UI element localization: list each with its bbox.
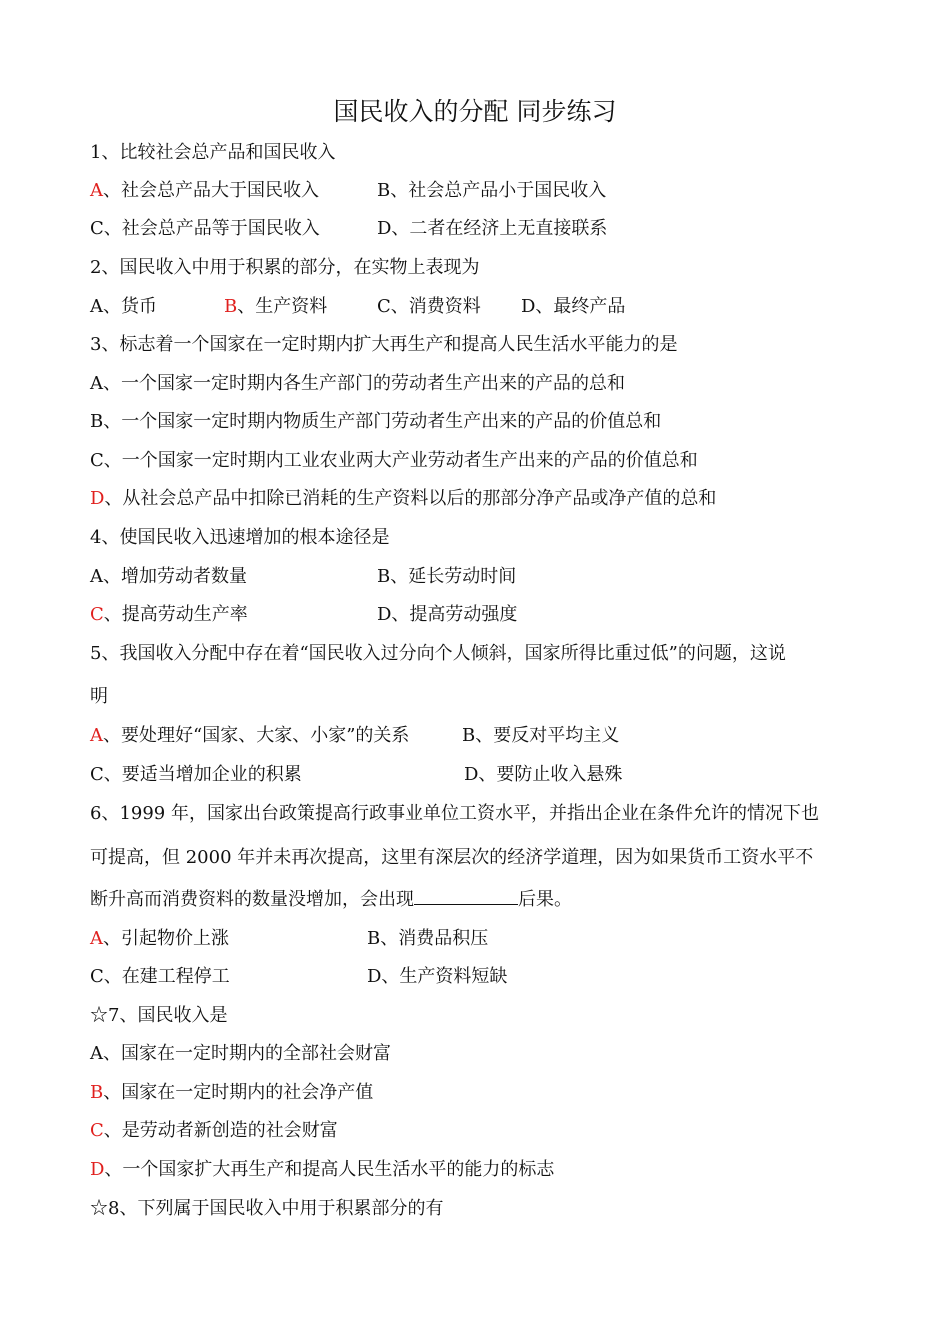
question-6-option-d: D、生产资料短缺 <box>367 966 508 987</box>
question-4-stem: 4、使国民收入迅速增加的根本途径是 <box>90 527 390 548</box>
question-5-stem-line-1: 5、我国收入分配中存在着“国民收入过分向个人倾斜，国家所得比重过低”的问题，这说 <box>90 643 786 664</box>
question-3-option-c: C、一个国家一定时期内工业农业两大产业劳动者生产出来的产品的价值总和 <box>90 450 698 471</box>
question-6-stem-line-3: 断升高而消费资料的数量没增加，会出现 后果。 <box>90 889 572 910</box>
question-5-option-a: A、要处理好“国家、大家、小家”的关系 <box>90 725 410 746</box>
answer-letter: B <box>224 296 238 317</box>
question-1-stem: 1、比较社会总产品和国民收入 <box>90 142 336 163</box>
question-6-stem-line-2: 可提高，但 2000 年并未再次提高，这里有深层次的经济学道理，因为如果货币工资水平不 <box>90 847 814 868</box>
question-1-option-a: A、社会总产品大于国民收入 <box>90 180 319 201</box>
answer-letter: C <box>90 604 104 625</box>
question-6-option-a: A、引起物价上涨 <box>90 928 229 949</box>
question-5-option-b: B、要反对平均主义 <box>462 725 620 746</box>
answer-letter: D <box>90 1159 105 1180</box>
question-1-option-b: B、社会总产品小于国民收入 <box>377 180 607 201</box>
answer-letter: B <box>90 1082 104 1103</box>
question-3-option-d: D、从社会总产品中扣除已消耗的生产资料以后的那部分净产品或净产值的总和 <box>90 488 717 509</box>
question-6-option-c: C、在建工程停工 <box>90 966 230 987</box>
question-1-option-c: C、社会总产品等于国民收入 <box>90 218 320 239</box>
question-5-stem-line-2: 明 <box>90 686 108 707</box>
question-5-option-c: C、要适当增加企业的积累 <box>90 764 302 785</box>
question-2-stem: 2、国民收入中用于积累的部分，在实物上表现为 <box>90 257 480 278</box>
question-7-option-c: C、是劳动者新创造的社会财富 <box>90 1120 338 1141</box>
question-6-stem-line-1: 6、1999 年，国家出台政策提高行政事业单位工资水平，并指出企业在条件允许的情况下也 <box>90 803 819 824</box>
fill-in-blank <box>414 888 518 905</box>
question-4-option-b: B、延长劳动时间 <box>377 566 517 587</box>
question-2-option-a: A、货币 <box>90 296 157 317</box>
question-2-option-c: C、消费资料 <box>377 296 481 317</box>
document-title: 国民收入的分配 同步练习 <box>333 97 617 126</box>
question-4-option-d: D、提高劳动强度 <box>377 604 518 625</box>
question-5-option-d: D、要防止收入悬殊 <box>464 764 623 785</box>
question-4-option-c: C、提高劳动生产率 <box>90 604 248 625</box>
answer-letter: A <box>90 725 103 746</box>
question-1-option-d: D、二者在经济上无直接联系 <box>377 218 608 239</box>
question-7-stem: ☆7、国民收入是 <box>90 1005 228 1026</box>
question-3-option-a: A、一个国家一定时期内各生产部门的劳动者生产出来的产品的总和 <box>90 373 625 394</box>
question-7-option-a: A、国家在一定时期内的全部社会财富 <box>90 1043 391 1064</box>
question-2-option-d: D、最终产品 <box>521 296 626 317</box>
answer-letter: C <box>90 1120 104 1141</box>
answer-letter: D <box>90 488 105 509</box>
question-6-option-b: B、消费品积压 <box>367 928 489 949</box>
question-3-stem: 3、标志着一个国家在一定时期内扩大再生产和提高人民生活水平能力的是 <box>90 334 678 355</box>
answer-letter: A <box>90 928 103 949</box>
question-2-option-b: B、生产资料 <box>224 296 328 317</box>
question-4-option-a: A、增加劳动者数量 <box>90 566 247 587</box>
question-8-stem: ☆8、下列属于国民收入中用于积累部分的有 <box>90 1198 444 1219</box>
answer-letter: A <box>90 180 103 201</box>
question-7-option-b: B、国家在一定时期内的社会净产值 <box>90 1082 374 1103</box>
question-3-option-b: B、一个国家一定时期内物质生产部门劳动者生产出来的产品的价值总和 <box>90 411 662 432</box>
question-7-option-d: D、一个国家扩大再生产和提高人民生活水平的能力的标志 <box>90 1159 555 1180</box>
